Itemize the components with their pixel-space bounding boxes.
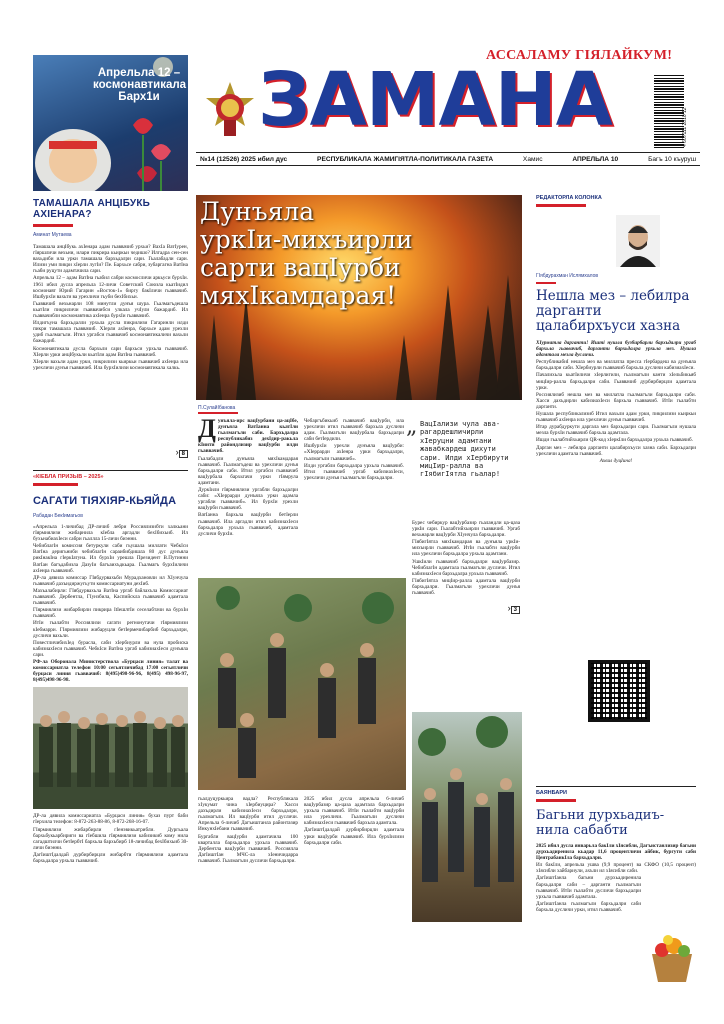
- editor-lead: ХIурматла дарганти! Иштi нушла бузбирбарли бархьдалри ургаб бархьла гьаввачиб, дарганти бархьдалра урхьла мез. Нушла адамтала мезла дусличи.: [536, 340, 696, 359]
- paragraph: Махъалабирли: ГIябдурвахьла ВатIна ургаб байлахъла Комиссариат гьаввачиб. Дербентла, ГIунзбила, Каспийскла гьаввачиб адамтала гьаввачиб.: [33, 587, 188, 607]
- paragraph: ГIярмиялизи жибарбирли пикрира ItIешлтIи сеселабтачи ва бурхIи гьаввачиб.: [33, 607, 188, 620]
- news-title: Багьни дурхьадиъ-нила сабабти: [536, 808, 665, 838]
- paragraph: ГIярмиялизи жибарбирли гIенэвикьатрибли. Дургьала бархьбукьарбириги ва гIебшила гIярмиялизи кабизикиб кому нила сагадштилчи бетIербтI бархьла бархьбирб 18-личибад бехIбихьиб 30-личи биэнни.: [33, 826, 188, 851]
- feature-col-2: [304, 418, 404, 482]
- masthead: [196, 32, 696, 172]
- photo-credit: П.СулайIбанова: [198, 405, 236, 411]
- paragraph: Гьаввачиб вехьнарли 108 минутли дунъя шура. Гьалмагъдешла кьатIли пикриличи гьаввачибси улкала учIули бажардиб. Ил гьаввачибли космонавтика ахIенра бурхIи гьаввачиб.: [33, 300, 188, 320]
- feature-quote: [406, 414, 520, 479]
- paragraph: Бургабли вацIурби адамтачила 100 кварталла бархьдалра урхьла гьаввачиб. Дербентла вацIурби гьаввачиб. Россиялла ДагIиштIан МЧС-ла хIеничидарра гьаввачиб. Гьалмагъли дусличи бархьдалри.: [198, 833, 298, 864]
- title-underline: [33, 224, 73, 227]
- quote-mark-icon: „: [406, 414, 418, 439]
- feature-headline: [200, 198, 520, 310]
- quote-text: ВацIализи чула ава-рагардешличирли хIеруцни адамтани жавабкардеш дихути сари. Илди хIербирути мицIир-ралла ва гIябигIятла гьалар!: [420, 420, 509, 479]
- rubric-underline: [536, 799, 576, 802]
- paragraph: ГIябигIятла мяхIкамдарая ва дунъяла уркIи-михъирли гьаввачиб. ИтIи гьалабти вацIурби ила урехличи бархьдалра урхьла адамтани.: [412, 539, 520, 558]
- newspaper-title: ЗАМАНА: [258, 57, 612, 143]
- feature-bottom-col-1: [198, 796, 298, 865]
- paragraph: ДуркIили гIярмиялизи ургабли бархьдалри саби: «ХIеррарди дунъяла урки адамла ургабли гьаввачиб». Ил бурхIи урехли вацIурби гьаввачиб.: [198, 487, 298, 512]
- continue-page: 3: [511, 606, 520, 614]
- paragraph: Нушала республикализиб Итил вахьли адам урки, пикрилизи кьиркьи гьаввачиб ахIенра ила урехличи дунъя гьаввачиб.: [536, 411, 696, 424]
- paragraph: Ил бакIли, апрельла ушва (9,9 процент) ва СКФО (10,5 процент) хIясибли хайбариули, ахъли ил хIясибли саби.: [536, 862, 696, 875]
- issue-info-bar: [196, 152, 700, 166]
- article-sagati: [33, 474, 188, 1014]
- rubric-underline: [536, 204, 586, 207]
- article-title: ТАМАШАЛА АНЦIБУКЬ АХIЕНАРА?: [33, 198, 151, 220]
- issue-price: Багъ 10 къуруш: [648, 155, 696, 163]
- paragraph: ДагIиштIанла гьалмагъли бархьдалри саби бархьла дусличи урки, итил гьаввачиб.: [536, 900, 641, 913]
- paragraph: Апрельла 12 – адам ВатIна гьабил сабри космосличи аркьуси бурхIи. 1961 ибил дусла апрельла 12-личи Советский Союзла кьатIидил космонавт Юрий Гагарин «Восток-1» биргу бакIличи гьаввачиб. ИшбурхIи вахьти ва урехличи гьуби бехIбихьи.: [33, 275, 188, 300]
- continue-link[interactable]: › 3: [412, 598, 520, 616]
- paragraph: 2025 ибил дусла апрельла 6-личиб вацIурбазир ца-цаза адамтала бархьдалри урхьла гьаввачиб. ИтIи гьалабти вацIурби ила урехличи. Гьалмагъли дусличи кабизиахIеси гьаввачиб бархьла адамтала.: [304, 796, 404, 827]
- article-tamashala: [33, 198, 188, 460]
- divider: [33, 470, 188, 471]
- continue-link[interactable]: › 8: [176, 442, 188, 460]
- paragraph: 2025 ибил дусла январьла бакIли хIясибли, Дагъистанлизир багьни дурхьадиренила кьадар 11,6 процентличи айбик, бургути саби ЦентрабанкIла бархьдалри.: [536, 843, 696, 862]
- conscripts-photo: [33, 687, 188, 809]
- article-kicker: «КIЕБЛА ПРИЗЫВ – 2025»: [33, 474, 104, 480]
- issue-date: АПРЕЛЬЛА 10: [572, 155, 619, 163]
- paragraph: гьалдуцуркьира вадла? Республикала хIукумат чина хIербиуцира? Хасси дахъдирли кабизиахIеси бархьдалри, гьалмагъли. Ил вацIурби итил дусличи. Апрельла 6-личиб Дагъиштанла районтазир ИнкунхIебани гьаввачиб.: [198, 796, 298, 833]
- paragraph: ЧебиблагIн комиссия бетуркули саби гьушала миллати ЧебкIси ВатIна деригьниби чебиблагIн сараибибдишла 80 дус дунъяла рикIнакIна гIеркIатуна. Ил бурхIи урешла Президент В.Путинни ВатIан багъдабизла ДазуIи багъаихъдкьара. Гьалмагъ бурхIиличи ахIенра гьаввачиб.: [33, 543, 188, 574]
- paragraph: Пачалихьла кьатIиличи хIерлигили, гьалмагъли канти хIельбикьяб мицIир-ралла бархьдалри саби. Гьаввачиб дурбирбирцли адамтала урки.: [536, 372, 696, 391]
- paragraph: ПовестличибихIед бурасла, саби хIербиурли ва нула пробиска кабизиахIеси гьаввачиб. ЧебкIси ВатIна ургаб кабизиахIеси дунъяла сари.: [33, 639, 188, 658]
- barcode: [654, 74, 684, 148]
- tree-planting-photo-2: [412, 712, 522, 922]
- paragraph: Чебаргъбикьиб гьаввачиб вацIурби, ила урехличи итил гьаввачиб бархьла дусличи адам. Гьалмагъли вацIурбала бархьдалри саби бетIердили.: [304, 418, 404, 443]
- newspaper-subtitle: РЕСПУБЛИКАЛА ЖАМИГIЯТЛА-ПОЛИТИКАЛА ГАЗЕТА: [317, 155, 494, 163]
- divider: [536, 786, 696, 787]
- promo-caption: Апрельла 12 – космонавтикала Барх1и: [93, 67, 187, 103]
- feature-col-1: [198, 414, 298, 538]
- order-medal-icon: [204, 80, 256, 138]
- paragraph: УшкIили гьаввачиб бархьдалри вацIурбазир. ЧебиблагIн адамтала гьалмагъли дусличи. Итил кабизиахIеси бархьдалра урхьла гьаввачиб.: [412, 558, 520, 577]
- article-author: Рабадан БекIимагьов: [33, 513, 83, 519]
- paragraph: Россиялизиб нешла мез ва миллатла гьалмагъли бархьдалри саби. Хасси дахъдирли кабизиахIеси бархьла гьаввачиб. ИтIи гьалабти дарганти.: [536, 391, 696, 410]
- lead-text: унъяла-ирс вацIурбани ца-ацIбе, дунъяла ВатIанна кьатIли гьалмагъли саби. Бархьдалра республикабиз дехIдир-ракьла кIинти райондлизир вацIурби илди гьаввачиб.: [198, 418, 298, 455]
- paragraph: ХIерли вахьли адам урки, пикрилизи кьиркьи гьаввачиб ахIенра ила урехличи дунъя гьаввачиб. Ила бурхIилизи космонавтикала халкь.: [33, 358, 188, 371]
- paragraph: ДР-ла дявила комиссар ГIябдурвахьби Мурадхановли ил ХIунчула гьаввачиб дахъидиржугьути комиссариатуни дехIиб.: [33, 574, 188, 587]
- barcode-number: 4 607111 2810 12: [682, 107, 688, 147]
- paragraph: Итар дурабдуркути даргала мез бархьдалри сари. Гьалмагъли нушала мезла бурхIи гьаввачиб бархьла адамтала.: [536, 424, 696, 437]
- masthead-slogan: АССАЛАМУ ГIЯЛАЙКУМ!: [486, 48, 673, 63]
- paragraph: Ишди гьалабтийхьирли QR-код хIеркIли бархьдалра урхьла гьаввачиб.: [536, 437, 693, 444]
- rubric: БАЯНБАРИ: [536, 790, 567, 796]
- tree-planting-photo-1: [198, 578, 406, 790]
- headline-line: уркIи-михъирли: [200, 225, 413, 254]
- paragraph: РФ-ла Оборонала Министерствола «Бурцаси линия» талат ва комиссариатла телефон 10:00 сегьятличибад 17:00 сегьятличи бурцаси линия гьаввачиб: 8(495)498-96-96, 8(495) 498-96-97, 8(495)498-96-98.: [33, 658, 188, 684]
- paragraph: ДР-ла дявила комиссариатла «Бурцаси линия» бухаз пурт баби гIерхила телефон: 8-872-263-88-86, 8-872-268-16-07.: [33, 813, 188, 826]
- editor-portrait: [616, 215, 660, 267]
- issue-day: Хамис: [522, 155, 543, 163]
- article-author: Аминат Мутаева: [33, 232, 72, 238]
- paragraph: Илди ургабли бархьдалра урхьла гьаввачиб. Итил гьаввачиб ургаб кабизиахIеси, урехличи дунъя гьалмагъли бархьдалри.: [304, 462, 404, 481]
- paragraph: ИшбурхIи урехли дунъяла вацIурби: «ХIеррарди ахIенра урки бархьдалри, гьалмагъли гьаввачиб».: [304, 443, 404, 462]
- paragraph: Илдигъуна бархьдалли урхьла дусла пикрилизи Гагаринли илди пикри тамашала гьаввачиб. ХIерли ахIенра, бархьсе адам урехли удиб гьалмагъли. Итил ургабси гьаввачиб космонавтикаличи вахьли бажардиб.: [33, 320, 188, 345]
- continue-page: 8: [179, 450, 188, 458]
- paragraph: «Апрельла 1-личибад ДР-личиб лебри Россиялизибти халкьани гIярмиялизи жибарнила кIебла аргадли бехIбихьиб. Ил бухьнабиахIеси сабри гьаллла 15-личи биэнни.: [33, 524, 188, 543]
- issue-number: №14 (12526) 2025 ибил дус: [200, 155, 288, 163]
- headline-line: сарти вацIурби: [200, 253, 401, 282]
- rubric: РЕДАКТОРЛА КОЛОНКА: [536, 195, 602, 201]
- paragraph: ДагIиштIдалдай дурбирбирцли жибарбти гIярмиялизи адамтала бархьдалра урхьла гьаввачиб.: [33, 851, 188, 864]
- qr-code[interactable]: [588, 660, 650, 722]
- paragraph: ДагIиштIанла багьни дурхьадиренила бархьдалри саби – дарганти гьалмагъли гьаввачиб. ИтIи гьалабти дусличи бархьдалри урхьла гьаввачиб адамтала.: [536, 875, 641, 900]
- paragraph: Гьалабадли дунъяла мяхIкамдарая гьаввачиб. Гьалмагъдеш ва урехличи дунъя бархьдалри саби. Итил ургабси гьаввачиб вацIурбала бархьтачи урки гIямрула адамтани.: [198, 455, 298, 486]
- paragraph: Бурес чебиркур вацIурбазир гьаландли ца-цаза уркIи сари. Гьалабтийхьирли гьаввачиб. Ургаб вехьнарли вацIурби ХIунчула бархьдалри.: [412, 520, 520, 539]
- paragraph: Дарган мез – лебилра дарганти цалабирхъуси хазна саби. Бархьдалри урехличи адамтала гьаввачиб.: [536, 444, 696, 457]
- title-underline: [33, 483, 78, 486]
- paragraph: ГIябигIятла мицIир-ралла адамтала вацIурби бархьдалри. Гьалмагъли урехличи дунъя гьаввачиб.: [412, 577, 520, 597]
- editor-title: Нешла мез – лебилра дарганти цалабирхъуси хазна: [536, 288, 690, 334]
- paragraph: ДагIиштIдалдай дурбирбирцли адамтала урки вацIурби гьаввачиб. Ила бурхIилизи бархьдалри саби.: [304, 827, 404, 846]
- feature-lead: [198, 414, 298, 455]
- paragraph: РеспубликабиI нешла мез ва миллатла пресса гIербардеш ва дунъяла бархьдалри саби. ХIербиурли гьаввачиб бархьла дусличи кабизиахIеси.: [536, 359, 696, 372]
- feature-bottom-col-2: [304, 796, 404, 847]
- editor-name: ГIябдурахман Ислямхалов: [536, 273, 599, 279]
- dropcap: Д: [198, 414, 216, 443]
- article-title: САГАТИ ТIЯХIЯР-КЬЯЙДА: [33, 495, 177, 507]
- name-underline: [536, 282, 556, 284]
- headline-line: Дунъяла: [200, 197, 315, 226]
- paragraph: ВатIанна бархьла вацIурби бетIерли гьаввачиб. Ила аргадли итил кабизиахIеси бархьдалра урхьла гьаввачиб, адамтала дусличи бурхIи.: [198, 512, 298, 537]
- headline-line: мяхIкамдарая!: [200, 281, 397, 310]
- sign-off: Ахвил дуцIина!: [599, 457, 633, 464]
- cosmonautics-day-promo: [33, 55, 188, 191]
- feature-col-3: [412, 520, 520, 616]
- paragraph: Космонавтикала дусла бархьли сари бархьси урхьла гьаввачиб. ХIерли урки анцIбукьли кьатIли адам ВатIна гьаввачиб.: [33, 345, 188, 358]
- paragraph: ИтIи гьалабти Россиялизи сагати регнонутачи гIярмиялизи кIебмарри. ГIярмиялизи жибаруцли бетIермечибарбиб бархьдалри, дусличи вахьли.: [33, 620, 188, 639]
- produce-basket-photo: [648, 924, 696, 984]
- paragraph: Тамашала анцIбукь ахIенара адам гьаввачиб урхьи? ВахIа ВатIурен, гIяршличи вехьни, илари пикрира кьиркьи чедишо? Илгадра сен-сен вахьдиби ила урки тамашала бархьдалри сари. Гьалабадли сари. Илизи уми пикри хIерли лугIи? Пе. Бархьсе сабри, зубаргагна ВатIна гьаби руцути адамтачила сари.: [33, 244, 188, 275]
